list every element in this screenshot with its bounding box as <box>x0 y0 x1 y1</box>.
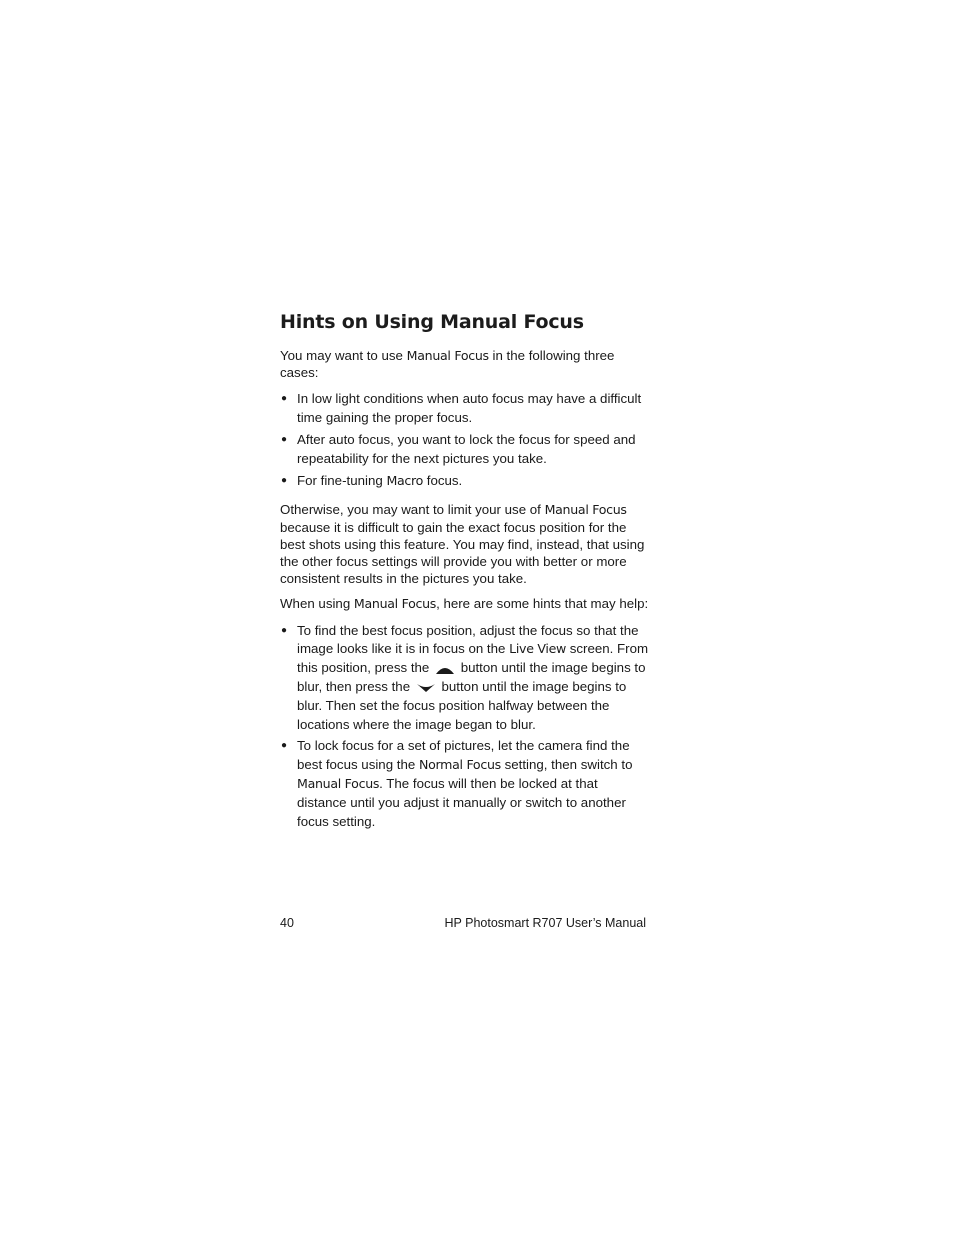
cases-list <box>280 390 650 490</box>
manual-title: HP Photosmart R707 User’s Manual <box>444 916 646 930</box>
bullet-icon: ● <box>281 434 288 445</box>
down-arrow-icon <box>416 681 436 693</box>
intro-paragraph: You may want to use Manual Focus in the following three cases: <box>280 348 615 381</box>
list-item: ● After auto focus, you want to lock the focus for speed and repeatability for the next pictures you take. <box>281 432 636 466</box>
manual-focus-term: Manual Focus <box>353 596 437 612</box>
normal-focus-term: Normal Focus <box>418 757 501 773</box>
manual-focus-term: Manual Focus <box>406 348 489 363</box>
up-arrow-icon <box>435 663 455 675</box>
list-item: ● To find the best focus position, adjust the focus so that the image looks like it is in focus on the Live View screen. From this position, press the button until the image begins to blur, then press the button until the image begins to blur. Then set the focus position halfway between the locations where the image began to blur. <box>281 622 649 732</box>
live-view-term: Live View <box>509 641 567 657</box>
manual-focus-term: Manual Focus <box>297 775 380 791</box>
page-number: 40 <box>280 916 294 930</box>
bullet-icon: ● <box>281 624 288 636</box>
bullet-icon: ● <box>281 393 288 405</box>
manual-focus-term: Manual Focus <box>544 502 627 518</box>
when-using-paragraph: When using Manual Focus, here are some hints that may help: <box>280 596 649 612</box>
bullet-icon: ● <box>281 740 288 752</box>
bullet-icon: ● <box>281 474 288 486</box>
hints-list <box>280 622 650 832</box>
list-item: ● To lock focus for a set of pictures, let the camera find the best focus using the Normal Focus setting, then switch to Manual Focus. The focus will then be locked at that distance until you adjust it manually or switch to another focus setting. <box>281 738 633 829</box>
page-content <box>280 308 650 839</box>
page-title: Hints on Using Manual Focus <box>280 311 584 333</box>
list-item: ● In low light conditions when auto focus may have a difficult time gaining the proper focus. <box>281 391 642 426</box>
macro-term: Macro <box>386 472 424 488</box>
list-item: ● For fine-tuning Macro focus. <box>280 472 650 491</box>
otherwise-paragraph: Otherwise, you may want to limit your use of Manual Focus because it is difficult to gain the exact focus position for the best shots using this feature. You may find, instead, that using the other focus settings will provide you with better or more consistent results in the pictures you take. <box>280 502 645 587</box>
